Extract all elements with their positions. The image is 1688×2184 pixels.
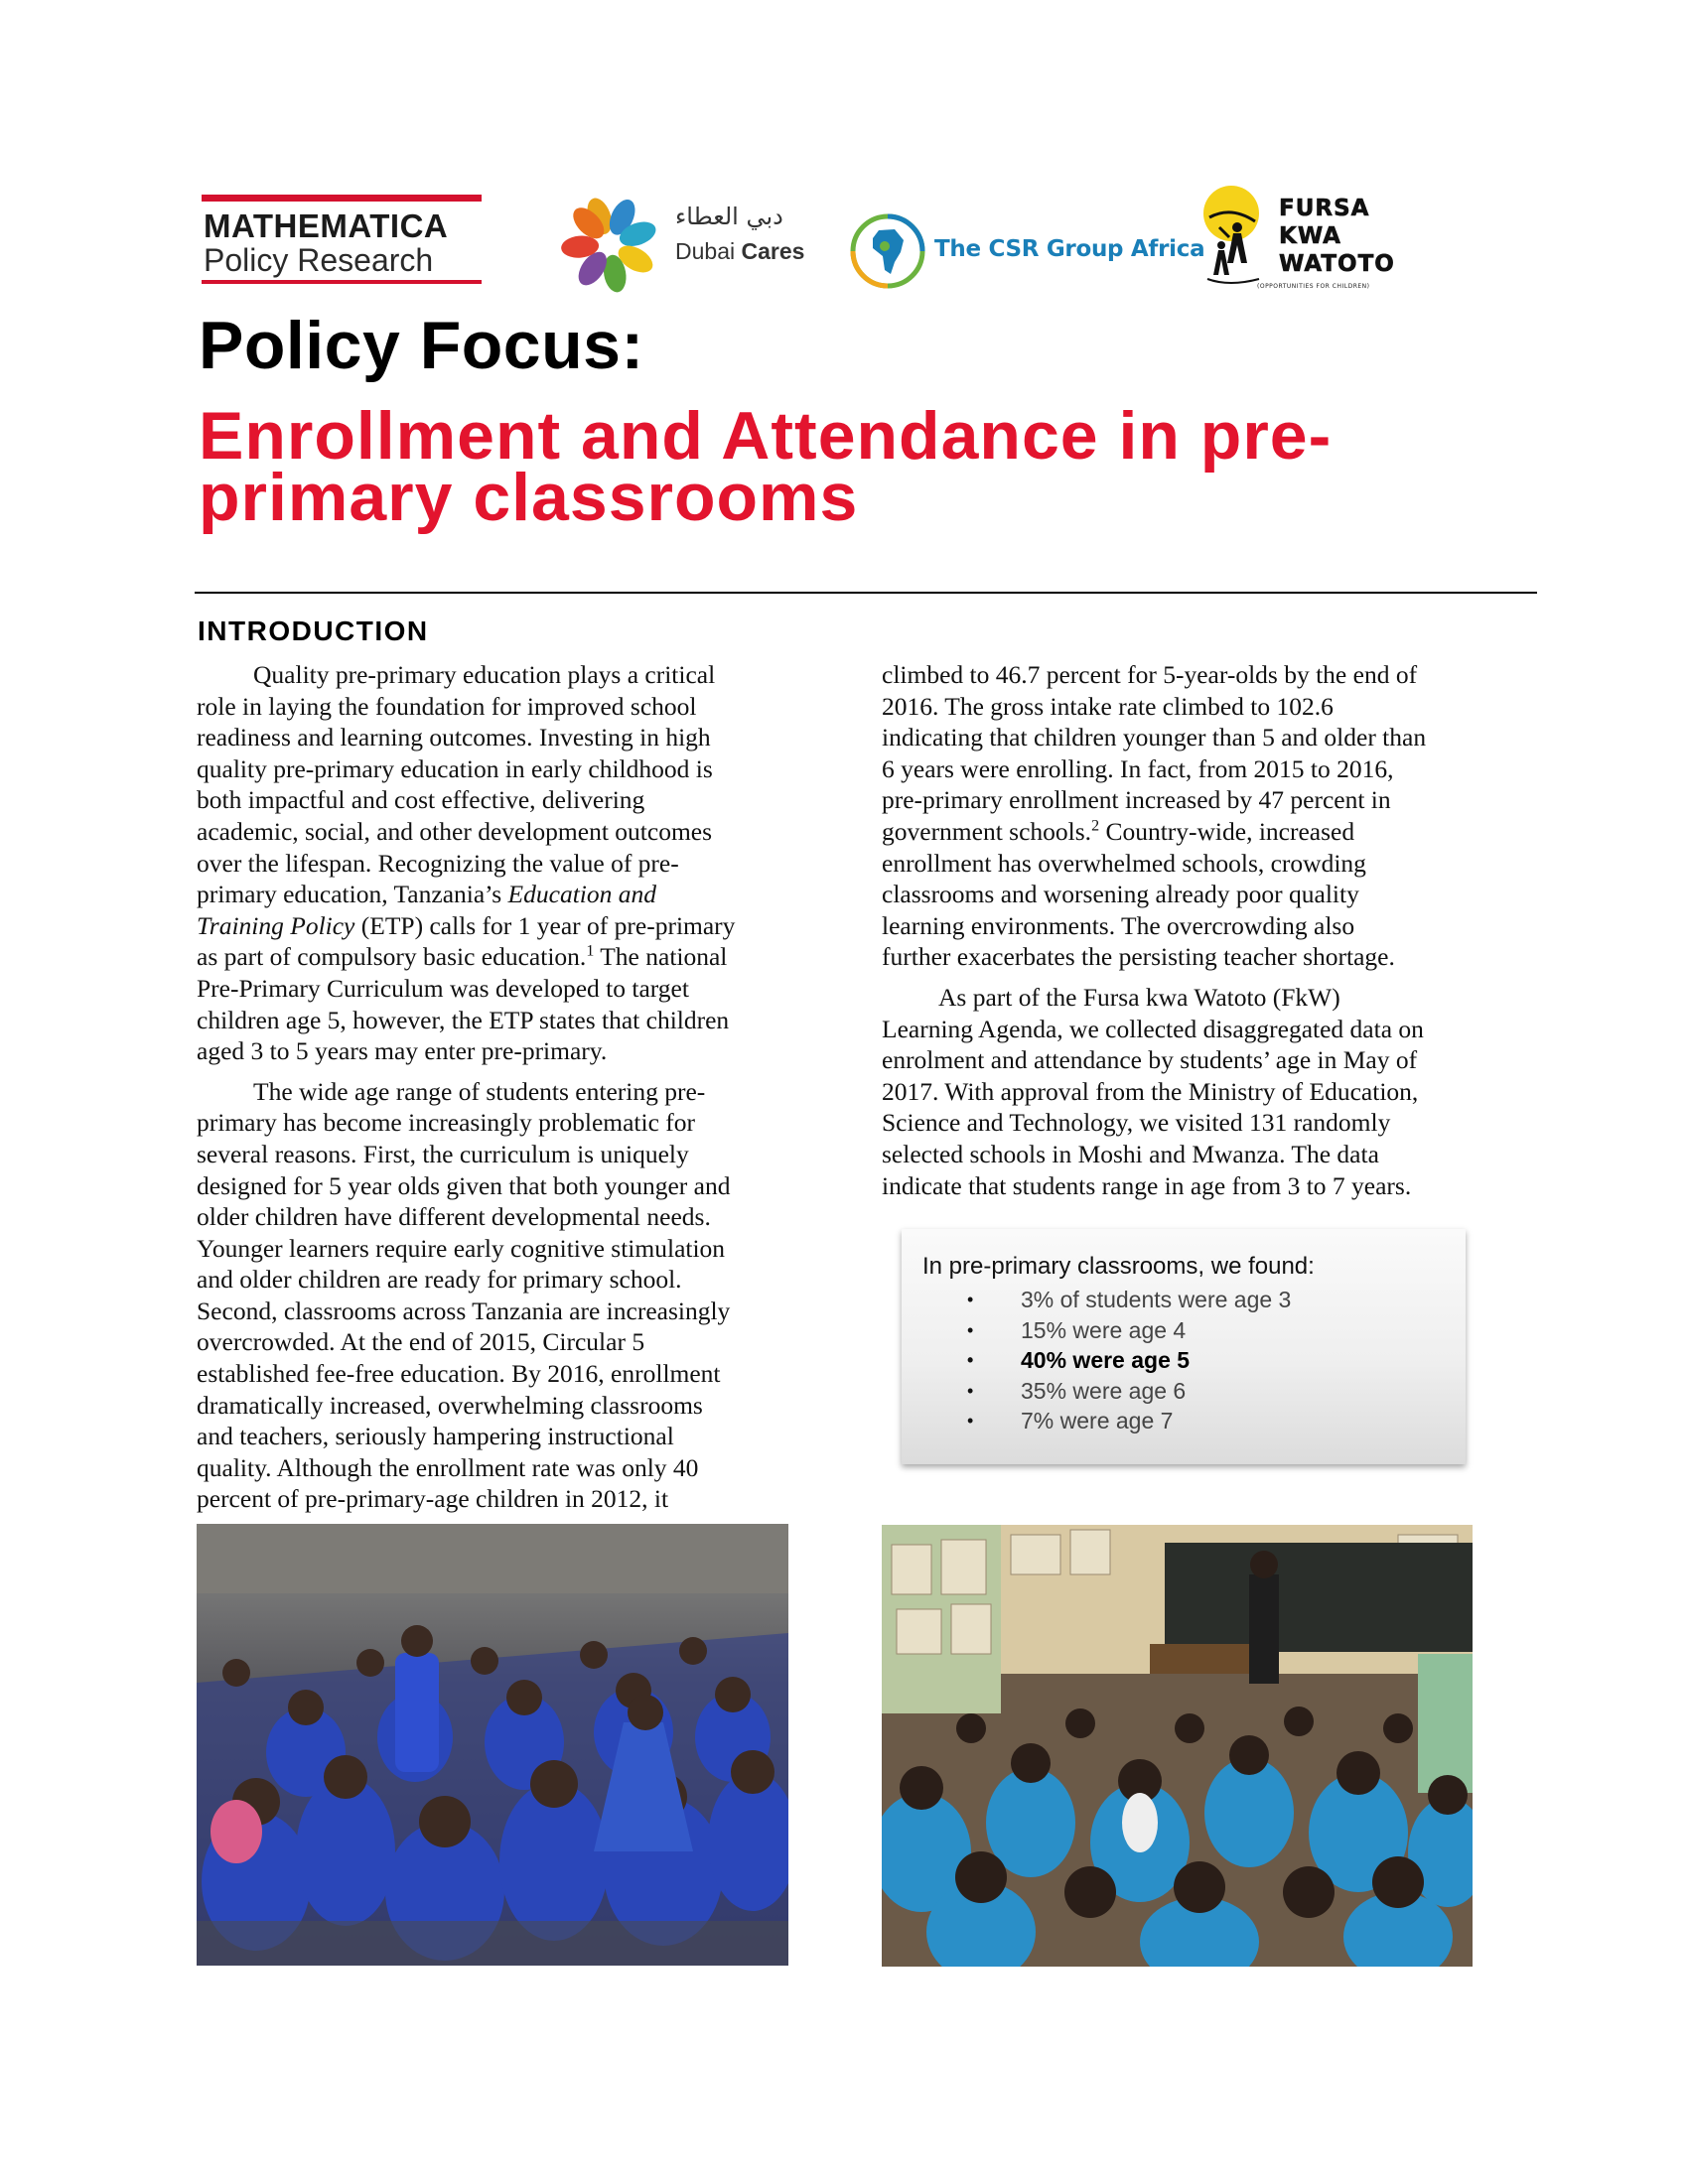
text-line: quality. Although the enrollment rate was only 40 <box>197 1452 699 1482</box>
classroom-photo-left <box>197 1524 788 1966</box>
text-line: several reasons. First, the curriculum is uniquely <box>197 1139 689 1168</box>
fkw-logo-tagline: (OPPORTUNITIES FOR CHILDREN) <box>1257 283 1370 290</box>
text-line: over the lifespan. Recognizing the value of pre- <box>197 848 679 878</box>
text-run: primary education, Tanzania’s <box>197 880 508 909</box>
text-run: Country-wide, increased <box>1099 816 1355 846</box>
findings-item-text: 40% were age 5 <box>1021 1347 1191 1373</box>
text-run: The national <box>594 942 728 972</box>
findings-item-text: 35% were age 6 <box>1021 1377 1187 1404</box>
csr-group-africa-logo <box>849 212 1205 292</box>
text-line: As part of the Fursa kwa Watoto (FkW) <box>938 982 1340 1012</box>
page-subtitle-line-2: primary classrooms <box>199 460 859 535</box>
text-line: and teachers, seriously hampering instructional <box>197 1422 674 1451</box>
text-line: readiness and learning outcomes. Investing in high <box>197 723 711 752</box>
africa-globe-icon <box>849 212 926 290</box>
text-line: pre-primary enrollment increased by 47 percent in <box>882 785 1391 815</box>
mathematica-logo <box>202 195 482 290</box>
text-run: as part of compulsory basic education. <box>197 942 587 972</box>
text-line: Pre-Primary Curriculum was developed to target <box>197 973 689 1003</box>
logo-red-bar-bottom <box>202 280 482 284</box>
intro-paragraph-4 <box>882 982 1477 1201</box>
text-line: overcrowded. At the end of 2015, Circular 5 <box>197 1327 645 1357</box>
findings-title: In pre-primary classrooms, we found: <box>922 1253 1315 1280</box>
intro-paragraph-1 <box>197 659 792 1067</box>
text-line: further exacerbates the persisting teacher shortage. <box>882 942 1395 972</box>
text-line: academic, social, and other development outcomes <box>197 816 713 846</box>
dubai-cares-name: Dubai Cares <box>675 238 805 264</box>
fkw-logo-line-2: KWA <box>1279 223 1341 249</box>
text-line: enrollment has overwhelmed schools, crowding <box>882 848 1366 878</box>
text-line: quality pre-primary education in early childhood is <box>197 753 713 783</box>
text-line: classrooms and worsening already poor quality <box>882 880 1359 909</box>
classroom-teacher-blackboard-image <box>882 1525 1473 1967</box>
findings-item-text: 3% of students were age 3 <box>1021 1287 1292 1312</box>
fkw-logo-line-1: FURSA <box>1279 196 1370 221</box>
text-line: selected schools in Moshi and Mwanza. The data <box>882 1139 1379 1168</box>
text-line: 6 years were enrolling. In fact, from 2015 to 2016, <box>882 753 1394 783</box>
text-line: older children have different developmental needs. <box>197 1202 711 1232</box>
page-title: Policy Focus: <box>199 308 644 383</box>
text-line: Quality pre-primary education plays a critical <box>253 660 716 689</box>
hands-icon <box>551 189 668 298</box>
csr-group-name: The CSR Group Africa <box>934 236 1205 262</box>
text-line: indicating that children younger than 5 and older than <box>882 723 1427 752</box>
text-run: (ETP) calls for 1 year of pre-primary <box>354 910 736 940</box>
text-line: aged 3 to 5 years may enter pre-primary. <box>197 1036 608 1066</box>
text-line <box>197 879 792 910</box>
crowded-classroom-children-image <box>197 1524 788 1966</box>
text-line: primary has become increasingly problematic for <box>197 1108 696 1138</box>
text-line: percent of pre-primary-age children in 2012, it <box>197 1484 669 1514</box>
fursa-kwa-watoto-logo <box>1199 184 1438 308</box>
footnote-ref-2[interactable]: 2 <box>1091 817 1100 835</box>
text-line: established fee-free education. By 2016, enrollment <box>197 1359 721 1389</box>
findings-item-text: 15% were age 4 <box>1021 1316 1187 1343</box>
fkw-logo-line-3: WATOTO <box>1279 251 1395 277</box>
text-line <box>882 816 1477 848</box>
left-column <box>197 659 792 1515</box>
text-line: Second, classrooms across Tanzania are increasingly <box>197 1296 731 1325</box>
text-line <box>197 941 792 973</box>
text-line <box>197 910 792 942</box>
dubai-cares-logo <box>551 189 809 298</box>
text-line: indicate that students range in age from 3 to 7 years. <box>882 1170 1412 1200</box>
text-line: dramatically increased, overwhelming classrooms <box>197 1390 703 1420</box>
text-line: 2017. With approval from the Ministry of Education, <box>882 1076 1419 1106</box>
bullet-icon: • <box>967 1380 974 1401</box>
mathematica-logo-subname: Policy Research <box>204 242 434 278</box>
title-divider <box>195 592 1537 594</box>
text-line: role in laying the foundation for improved school <box>197 691 697 721</box>
bullet-icon: • <box>967 1411 974 1431</box>
dubai-cares-arabic: دبي العطاء <box>675 203 783 230</box>
text-line: Science and Technology, we visited 131 randomly <box>882 1108 1391 1138</box>
intro-paragraph-3 <box>882 659 1477 973</box>
logo-red-bar-top <box>202 195 482 202</box>
policy-title-italic: Training Policy <box>197 910 355 940</box>
text-line: climbed to 46.7 percent for 5-year-olds by the end of <box>882 660 1418 689</box>
right-column <box>882 659 1477 1201</box>
classroom-photo-right <box>882 1525 1473 1967</box>
bullet-icon: • <box>967 1350 974 1370</box>
text-line: 2016. The gross intake rate climbed to 102.6 <box>882 691 1334 721</box>
text-line: The wide age range of students entering pre- <box>253 1076 706 1106</box>
policy-title-italic: Education and <box>507 880 656 909</box>
page-subtitle <box>199 398 1569 535</box>
intro-paragraph-2 <box>197 1076 792 1515</box>
section-heading: INTRODUCTION <box>198 615 429 646</box>
findings-item-text: 7% were age 7 <box>1021 1408 1174 1433</box>
footnote-ref-1[interactable]: 1 <box>586 942 595 960</box>
text-line: Younger learners require early cognitive stimulation <box>197 1233 726 1263</box>
bullet-icon: • <box>967 1290 974 1309</box>
text-line: and older children are ready for primary school. <box>197 1265 682 1295</box>
sun-children-icon <box>1199 184 1289 293</box>
mathematica-logo-name: MATHEMATICA <box>204 207 449 244</box>
text-line: both impactful and cost effective, delivering <box>197 785 645 815</box>
bullet-icon: • <box>967 1319 974 1340</box>
text-line: learning environments. The overcrowding also <box>882 910 1355 940</box>
text-line: designed for 5 year olds given that both younger and <box>197 1170 731 1200</box>
findings-callout <box>902 1229 1466 1464</box>
page-subtitle-line-1: Enrollment and Attendance in pre- <box>199 398 1333 474</box>
text-run: government schools. <box>882 816 1092 846</box>
text-line: Learning Agenda, we collected disaggregated data on <box>882 1014 1424 1043</box>
text-line: enrolment and attendance by students’ age in May of <box>882 1045 1418 1075</box>
text-line: children age 5, however, the ETP states that children <box>197 1005 730 1034</box>
